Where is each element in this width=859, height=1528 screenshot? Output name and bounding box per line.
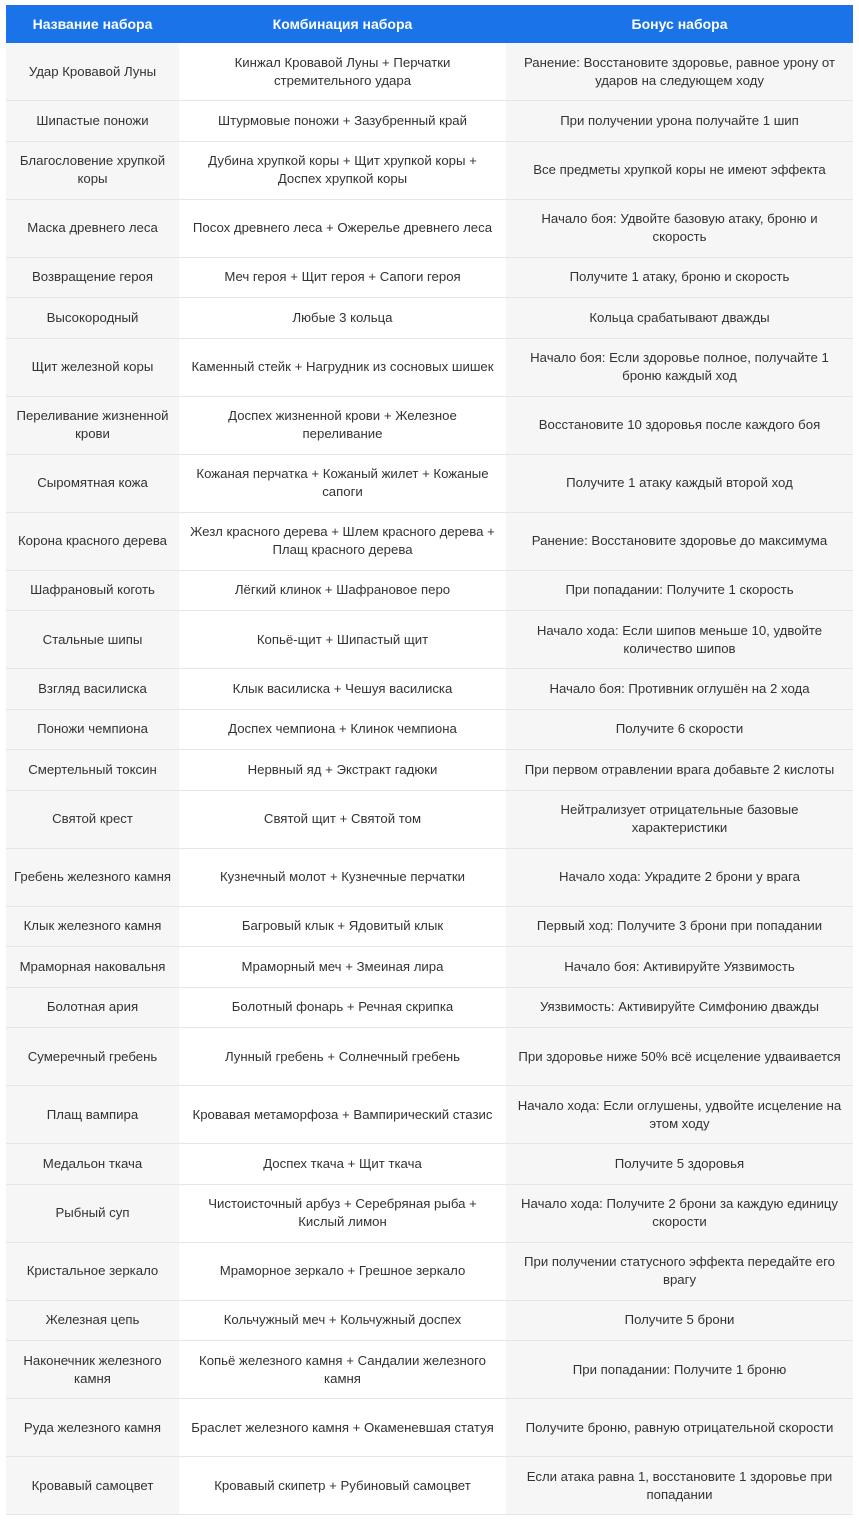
set-name-cell: Плащ вампира bbox=[6, 1086, 179, 1144]
set-combination-cell: Кровавая метаморфоза + Вампирический стазис bbox=[179, 1086, 506, 1144]
table-row bbox=[6, 512, 853, 570]
set-combination-cell: Штурмовые поножи + Зазубренный край bbox=[179, 101, 506, 142]
table-row bbox=[6, 1086, 853, 1144]
set-combination-cell: Багровый клык + Ядовитый клык bbox=[179, 906, 506, 947]
header-set-combination: Комбинация набора bbox=[179, 5, 506, 43]
table-row bbox=[6, 257, 853, 298]
set-combination-cell: Лунный гребень + Солнечный гребень bbox=[179, 1028, 506, 1086]
header-set-name: Название набора bbox=[6, 5, 179, 43]
set-name-cell: Наконечник железного камня bbox=[6, 1341, 179, 1399]
set-bonus-cell: Начало хода: Если шипов меньше 10, удвойте количество шипов bbox=[506, 611, 853, 669]
set-name-cell: Гребень железного камня bbox=[6, 848, 179, 906]
set-name-cell: Высокородный bbox=[6, 298, 179, 339]
set-bonus-cell: Если атака равна 1, восстановите 1 здоровье при попадании bbox=[506, 1457, 853, 1515]
table-row bbox=[6, 43, 853, 101]
table-row bbox=[6, 570, 853, 611]
table-row bbox=[6, 1184, 853, 1242]
set-combination-cell: Мраморный меч + Змеиная лира bbox=[179, 947, 506, 988]
set-name-cell: Шафрановый коготь bbox=[6, 570, 179, 611]
set-combination-cell: Клык василиска + Чешуя василиска bbox=[179, 669, 506, 710]
set-name-cell: Переливание жизненной крови bbox=[6, 396, 179, 454]
table-row bbox=[6, 1028, 853, 1086]
set-bonus-cell: Начало боя: Активируйте Уязвимость bbox=[506, 947, 853, 988]
set-name-cell: Щит железной коры bbox=[6, 338, 179, 396]
header-set-bonus: Бонус набора bbox=[506, 5, 853, 43]
set-combination-cell: Чистоисточный арбуз + Серебряная рыба + Кислый лимон bbox=[179, 1184, 506, 1242]
set-bonus-cell: Восстановите 10 здоровья после каждого боя bbox=[506, 396, 853, 454]
set-name-cell: Смертельный токсин bbox=[6, 750, 179, 791]
set-bonus-cell: Получите 5 здоровья bbox=[506, 1144, 853, 1185]
set-combination-cell: Меч героя + Щит героя + Сапоги героя bbox=[179, 257, 506, 298]
table-row bbox=[6, 1242, 853, 1300]
set-combination-cell: Кузнечный молот + Кузнечные перчатки bbox=[179, 848, 506, 906]
set-bonus-cell: Получите 1 атаку, броню и скорость bbox=[506, 257, 853, 298]
set-combination-cell: Кожаная перчатка + Кожаный жилет + Кожаные сапоги bbox=[179, 454, 506, 512]
table-row bbox=[6, 454, 853, 512]
header-row bbox=[6, 5, 853, 43]
set-bonus-cell: Начало боя: Если здоровье полное, получайте 1 броню каждый ход bbox=[506, 338, 853, 396]
table-row bbox=[6, 611, 853, 669]
set-name-cell: Поножи чемпиона bbox=[6, 709, 179, 750]
table-row bbox=[6, 947, 853, 988]
set-name-cell: Медальон ткача bbox=[6, 1144, 179, 1185]
set-name-cell: Болотная ария bbox=[6, 987, 179, 1028]
set-bonus-cell: При получении урона получайте 1 шип bbox=[506, 101, 853, 142]
set-name-cell: Сумеречный гребень bbox=[6, 1028, 179, 1086]
set-bonus-cell: Кольца срабатывают дважды bbox=[506, 298, 853, 339]
set-bonus-cell: Нейтрализует отрицательные базовые характеристики bbox=[506, 790, 853, 848]
set-bonus-cell: Начало хода: Если оглушены, удвойте исцеление на этом ходу bbox=[506, 1086, 853, 1144]
set-bonus-cell: Начало хода: Получите 2 брони за каждую единицу скорости bbox=[506, 1184, 853, 1242]
set-combination-cell: Нервный яд + Экстракт гадюки bbox=[179, 750, 506, 791]
table-row bbox=[6, 1300, 853, 1341]
table-row bbox=[6, 750, 853, 791]
table-row bbox=[6, 709, 853, 750]
set-name-cell: Мраморная наковальня bbox=[6, 947, 179, 988]
item-sets-table bbox=[6, 5, 853, 1515]
table-row bbox=[6, 199, 853, 257]
set-bonus-cell: Ранение: Восстановите здоровье, равное урону от ударов на следующем ходу bbox=[506, 43, 853, 101]
set-combination-cell: Любые 3 кольца bbox=[179, 298, 506, 339]
set-combination-cell: Болотный фонарь + Речная скрипка bbox=[179, 987, 506, 1028]
table-row bbox=[6, 1399, 853, 1457]
set-name-cell: Благословение хрупкой коры bbox=[6, 141, 179, 199]
set-name-cell: Маска древнего леса bbox=[6, 199, 179, 257]
table-row bbox=[6, 101, 853, 142]
set-bonus-cell: Ранение: Восстановите здоровье до максимума bbox=[506, 512, 853, 570]
table-row bbox=[6, 396, 853, 454]
set-name-cell: Рыбный суп bbox=[6, 1184, 179, 1242]
set-combination-cell: Браслет железного камня + Окаменевшая статуя bbox=[179, 1399, 506, 1457]
set-combination-cell: Кинжал Кровавой Луны + Перчатки стремительного удара bbox=[179, 43, 506, 101]
set-combination-cell: Кольчужный меч + Кольчужный доспех bbox=[179, 1300, 506, 1341]
set-bonus-cell: Получите 5 брони bbox=[506, 1300, 853, 1341]
set-name-cell: Удар Кровавой Луны bbox=[6, 43, 179, 101]
set-bonus-cell: Все предметы хрупкой коры не имеют эффекта bbox=[506, 141, 853, 199]
set-bonus-cell: Начало хода: Украдите 2 брони у врага bbox=[506, 848, 853, 906]
set-combination-cell: Святой щит + Святой том bbox=[179, 790, 506, 848]
table-row bbox=[6, 1341, 853, 1399]
set-combination-cell: Копьё железного камня + Сандалии железного камня bbox=[179, 1341, 506, 1399]
set-combination-cell: Кровавый скипетр + Рубиновый самоцвет bbox=[179, 1457, 506, 1515]
set-name-cell: Взгляд василиска bbox=[6, 669, 179, 710]
set-name-cell: Святой крест bbox=[6, 790, 179, 848]
set-combination-cell: Доспех чемпиона + Клинок чемпиона bbox=[179, 709, 506, 750]
set-combination-cell: Дубина хрупкой коры + Щит хрупкой коры + Доспех хрупкой коры bbox=[179, 141, 506, 199]
table-row bbox=[6, 1144, 853, 1185]
table-row bbox=[6, 987, 853, 1028]
set-combination-cell: Копьё-щит + Шипастый щит bbox=[179, 611, 506, 669]
set-bonus-cell: Первый ход: Получите 3 брони при попадании bbox=[506, 906, 853, 947]
set-name-cell: Кровавый самоцвет bbox=[6, 1457, 179, 1515]
table-row bbox=[6, 669, 853, 710]
table-header bbox=[6, 5, 853, 43]
set-name-cell: Сыромятная кожа bbox=[6, 454, 179, 512]
set-bonus-cell: При попадании: Получите 1 скорость bbox=[506, 570, 853, 611]
set-bonus-cell: Начало боя: Удвойте базовую атаку, броню и скорость bbox=[506, 199, 853, 257]
set-name-cell: Шипастые поножи bbox=[6, 101, 179, 142]
set-combination-cell: Жезл красного дерева + Шлем красного дерева + Плащ красного дерева bbox=[179, 512, 506, 570]
table-row bbox=[6, 298, 853, 339]
set-name-cell: Железная цепь bbox=[6, 1300, 179, 1341]
set-bonus-cell: Получите броню, равную отрицательной скорости bbox=[506, 1399, 853, 1457]
set-name-cell: Клык железного камня bbox=[6, 906, 179, 947]
table-row bbox=[6, 1457, 853, 1515]
set-bonus-cell: Начало боя: Противник оглушён на 2 хода bbox=[506, 669, 853, 710]
set-combination-cell: Доспех жизненной крови + Железное переливание bbox=[179, 396, 506, 454]
table-row bbox=[6, 848, 853, 906]
set-combination-cell: Доспех ткача + Щит ткача bbox=[179, 1144, 506, 1185]
set-bonus-cell: При попадании: Получите 1 броню bbox=[506, 1341, 853, 1399]
set-bonus-cell: Получите 1 атаку каждый второй ход bbox=[506, 454, 853, 512]
set-combination-cell: Каменный стейк + Нагрудник из сосновых шишек bbox=[179, 338, 506, 396]
set-bonus-cell: Получите 6 скорости bbox=[506, 709, 853, 750]
table-body bbox=[6, 43, 853, 1515]
table-row bbox=[6, 141, 853, 199]
set-name-cell: Возвращение героя bbox=[6, 257, 179, 298]
set-name-cell: Кристальное зеркало bbox=[6, 1242, 179, 1300]
set-name-cell: Руда железного камня bbox=[6, 1399, 179, 1457]
table-row bbox=[6, 338, 853, 396]
set-bonus-cell: Уязвимость: Активируйте Симфонию дважды bbox=[506, 987, 853, 1028]
set-bonus-cell: При первом отравлении врага добавьте 2 кислоты bbox=[506, 750, 853, 791]
table-row bbox=[6, 906, 853, 947]
set-combination-cell: Мраморное зеркало + Грешное зеркало bbox=[179, 1242, 506, 1300]
set-name-cell: Корона красного дерева bbox=[6, 512, 179, 570]
set-name-cell: Стальные шипы bbox=[6, 611, 179, 669]
set-bonus-cell: При получении статусного эффекта передайте его врагу bbox=[506, 1242, 853, 1300]
set-bonus-cell: При здоровье ниже 50% всё исцеление удваивается bbox=[506, 1028, 853, 1086]
set-combination-cell: Лёгкий клинок + Шафрановое перо bbox=[179, 570, 506, 611]
table-row bbox=[6, 790, 853, 848]
set-combination-cell: Посох древнего леса + Ожерелье древнего леса bbox=[179, 199, 506, 257]
